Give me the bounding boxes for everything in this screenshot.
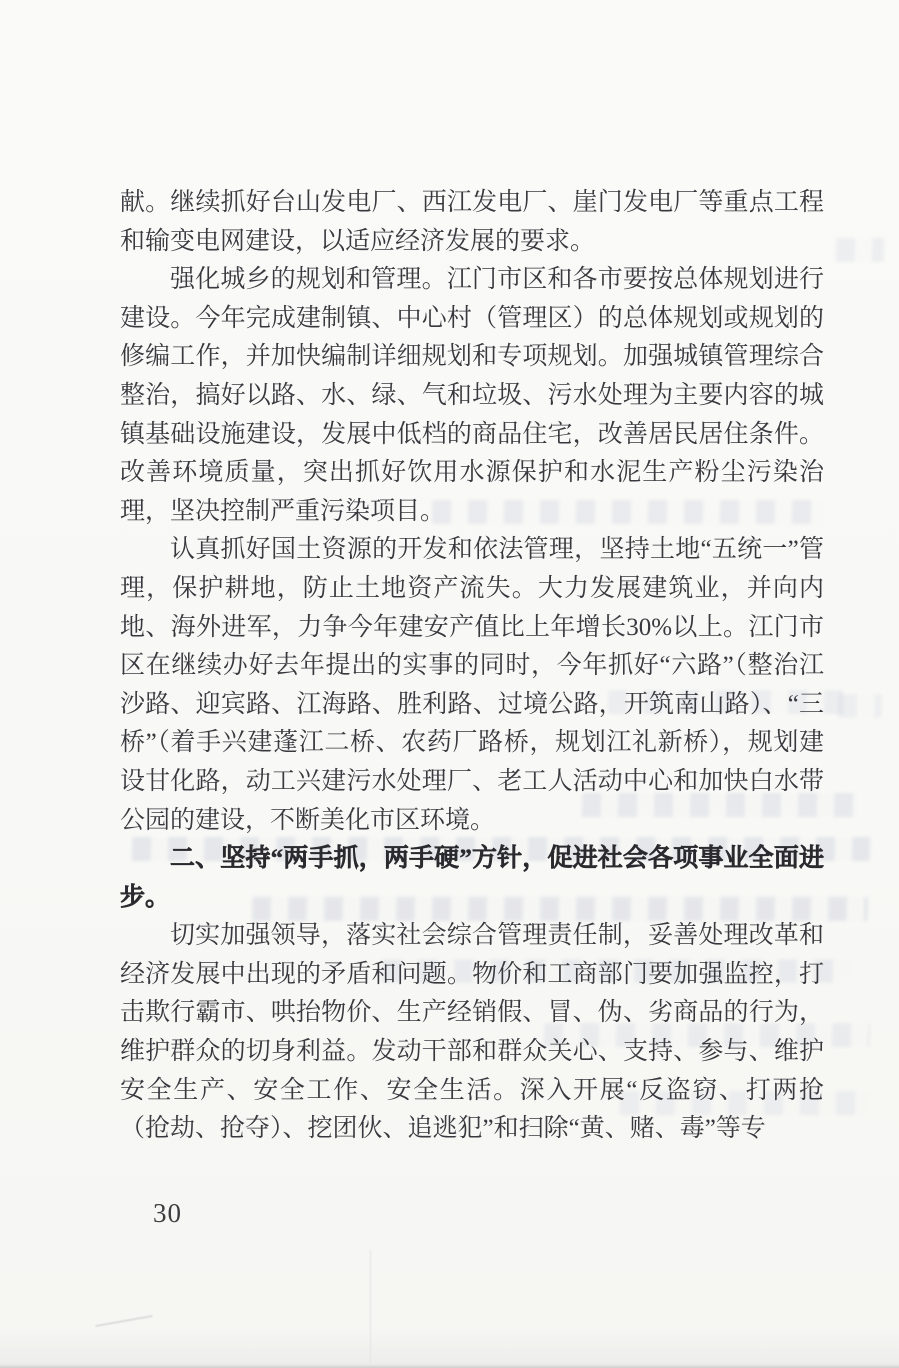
document-body <box>120 184 824 1149</box>
paragraph-land-resources: 认真抓好国土资源的开发和依法管理，坚持土地“五统一”管理，保护耕地，防止土地资产流失。大力发展建筑业，并向内地、海外进军，力争今年建安产值比上年增长30%以上。江门市区在继续办好去年提出的实事的同时，今年抓好“六路”（整治江沙路、迎宾路、江海路、胜利路、过境公路，开筑南山路）、“三桥”（着手兴建蓬江二桥、农药厂路桥，规划江礼新桥），规划建设甘化路，动工兴建污水处理厂、老工人活动中心和加快白水带公园的建设，不断美化市区环境。 <box>120 536 824 834</box>
section-heading: 二、坚持“两手抓，两手硬”方针，促进社会各项事业全面进步。 <box>120 845 824 911</box>
paragraph-urban-planning: 强化城乡的规划和管理。江门市区和各市要按总体规划进行建设。今年完成建制镇、中心村（管理区）的总体规划或规划的修编工作，并加快编制详细规划和专项规划。加强城镇管理综合整治，搞好以路、水、绿、气和垃圾、污水处理为主要内容的城镇基础设施建设，发展中低档的商品住宅，改善居民居住条件。改善环境质量，突出抓好饮用水源保护和水泥生产粉尘污染治理，坚决控制严重污染项目。 <box>120 266 824 525</box>
bleed-through-artifact <box>838 694 883 718</box>
paragraph-continuation: 献。继续抓好台山发电厂、西江发电厂、崖门发电厂等重点工程和输变电网建设，以适应经济发展的要求。 <box>120 189 824 255</box>
bleed-through-artifact <box>836 238 885 262</box>
scan-scratch-artifact <box>95 1315 152 1327</box>
page-bottom-edge <box>0 1364 899 1368</box>
scan-line-artifact <box>370 1250 371 1362</box>
paragraph-social-management: 切实加强领导，落实社会综合管理责任制，妥善处理改革和经济发展中出现的矛盾和问题。物价和工商部门要加强监控，打击欺行霸市、哄抬物价、生产经销假、冒、伪、劣商品的行为，维护群众的切身利益。发动干部和群众关心、支持、参与、维护安全生产、安全工作、安全生活。深入开展“反盗窃、打两抢（抢劫、抢夺）、挖团伙、追逃犯”和扫除“黄、赌、毒”等专 <box>120 922 824 1143</box>
page-number: 30 <box>153 1198 182 1228</box>
